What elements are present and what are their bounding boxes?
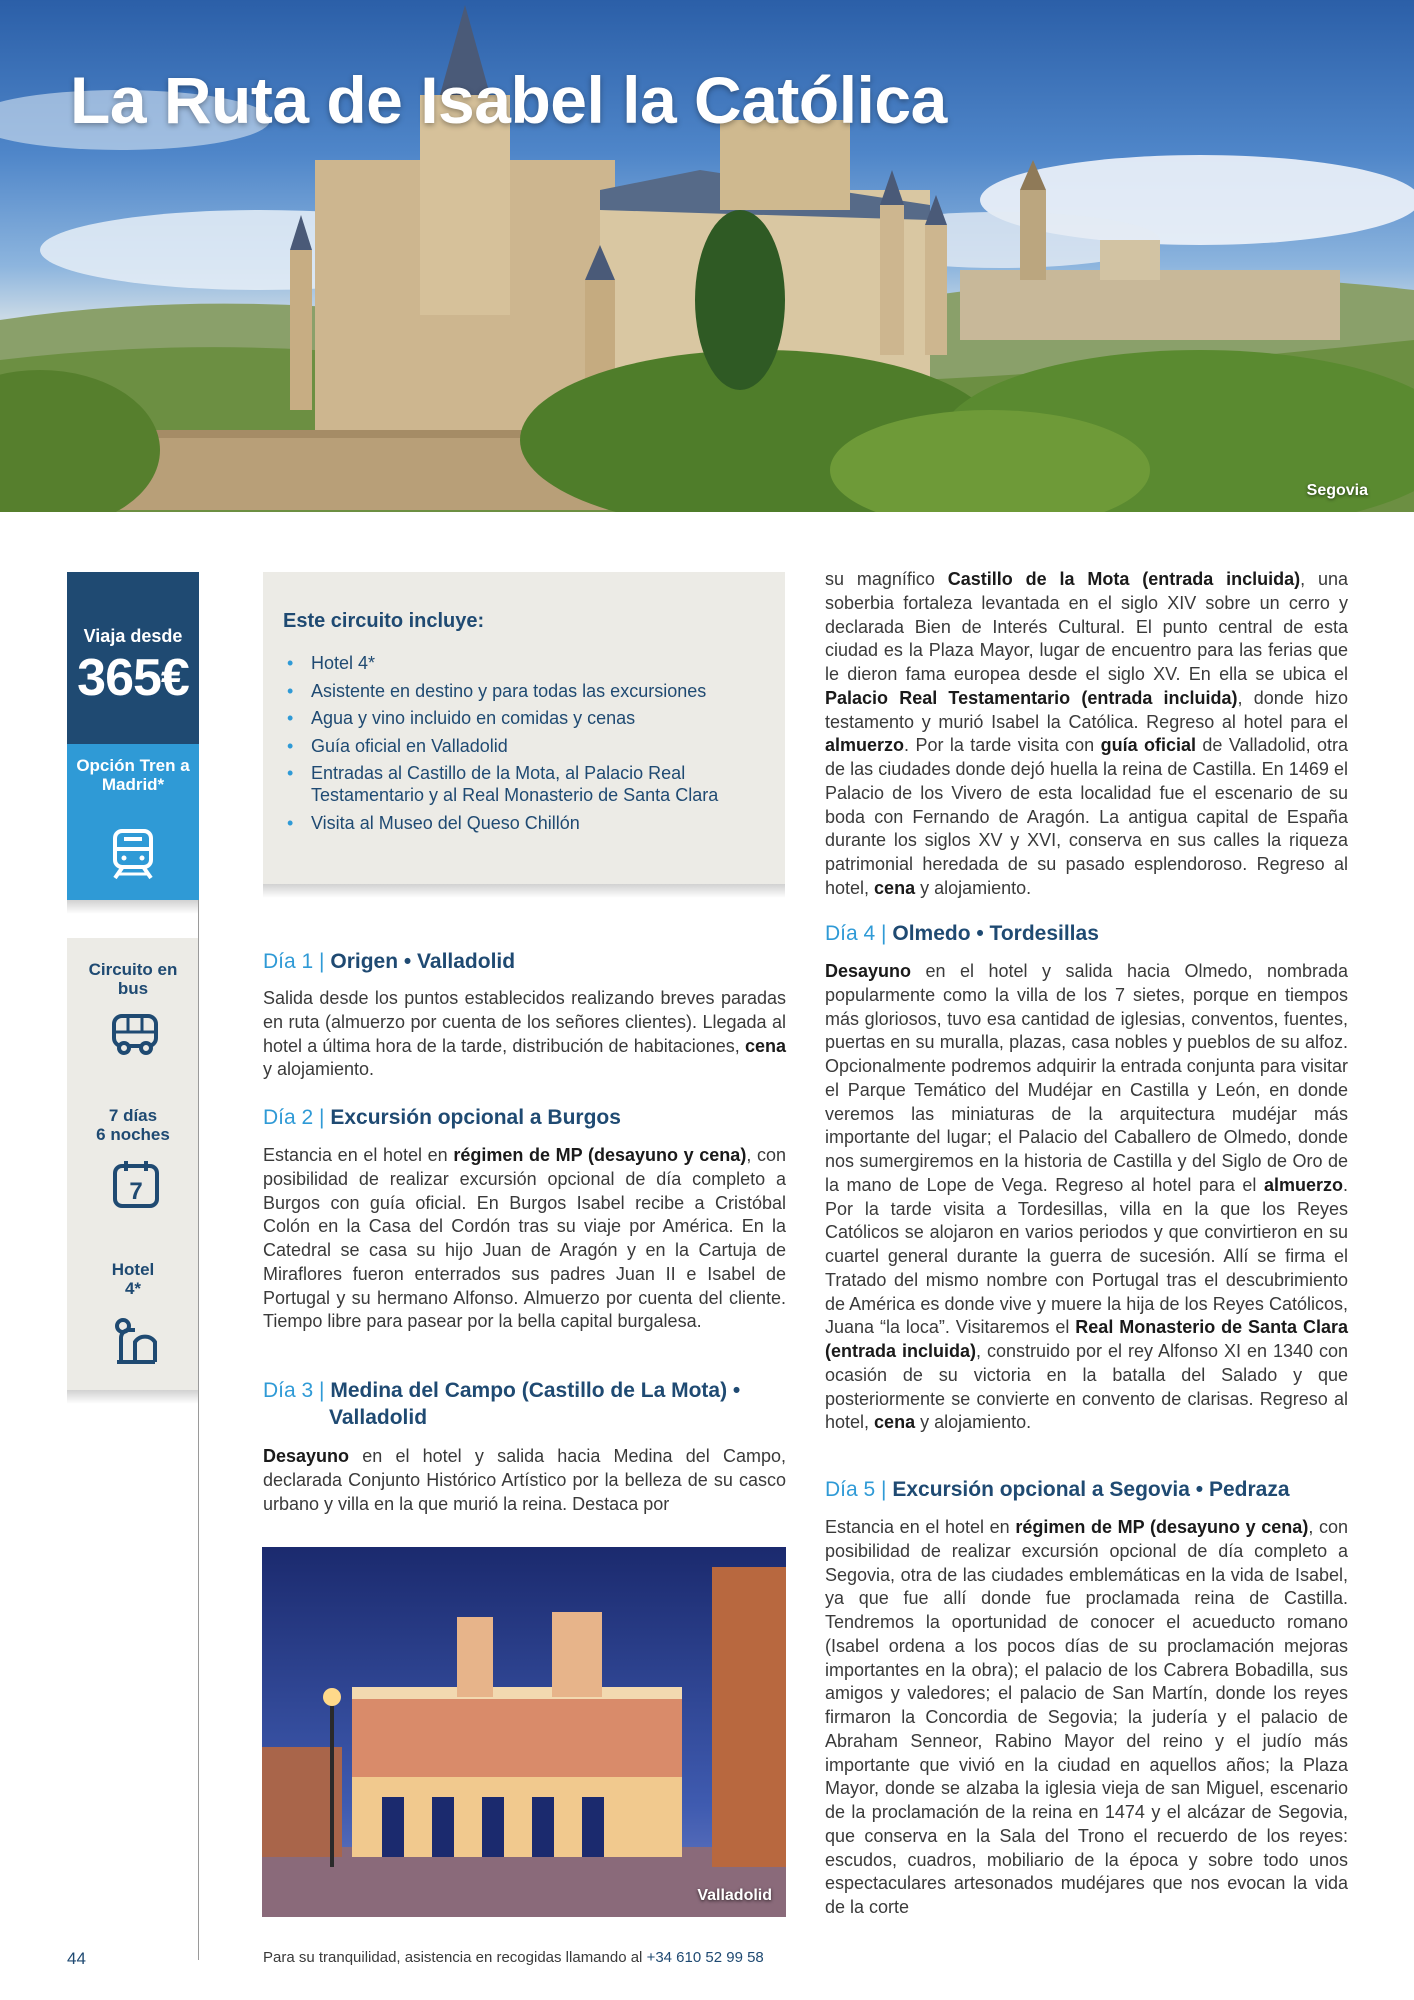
day-separator: | <box>881 922 887 945</box>
includes-item: • Agua y vino incluido en comidas y cenas <box>283 707 773 729</box>
day-title: Olmedo • Tordesillas <box>892 922 1099 945</box>
includes-item: • Guía oficial en Valladolid <box>283 735 773 757</box>
bus-label-text: Circuito en bus <box>88 960 178 998</box>
day-5-heading <box>825 1476 1348 1503</box>
text-run: y alojamiento. <box>915 877 1032 898</box>
day-2-description <box>263 1144 786 1334</box>
text-bold: cena <box>874 1412 916 1433</box>
text-run: , con posibilidad de realizar excursión opcional de día completo a Segovia, otra de las ciudades emblemáticas en la vida de Isabel, ya que fue allí donde fue proclamada reina de Castilla. Tendremos la oportunidad de conocer el acueducto romano (Isabel ordena a los pocos días de su proclamación mejoras importantes en la obra); el palacio de los Cabrera Bobadilla, sus amigos y valedores; el palacio de San Martín, donde los reyes firmaron la Concordia de Segovia; la judería y el palacio de Abraham Senneor, Rabino Mayor del reino y el judío más importante que vivió en la ciudad en aquellos años; la Plaza Mayor, donde se alzaba la iglesia vieja de san Miguel, escenario de la proclamación de la reina en 1474 y el alcázar de Segovia, que conserva en la Sala del Trono el recuerdo de los reyes: escudos, cuadros, mobiliario de la época y sobre todo unos espectaculares artesonados mudéjares que nos evocan la vida de la corte <box>825 1517 1348 1917</box>
day-5-description <box>825 1516 1348 1920</box>
page-title: La Ruta de Isabel la Católica <box>70 63 947 137</box>
day-number: Día 3 <box>263 1379 314 1402</box>
text-run: y alojamiento. <box>915 1412 1032 1433</box>
trip-info-panel <box>67 938 199 1390</box>
day-number: Día 2 <box>263 1106 314 1129</box>
assistance-note <box>263 1949 764 1966</box>
text-run: en el hotel y salida hacia Olmedo, nombrada popularmente como la villa de los 7 sietes, porque en tiempos más gloriosos, tuvo esa cantidad de iglesias, conventos, fuentes, puertas en su muralla, plazas, casa nobles y pueblos de su alfoz. Opcionalmente podremos adquirir la entrada conjunta para visitar el Parque Temático del Mudéjar en Castilla y León, en donde veremos las miniaturas de la arquitectura mudéjar más importante del lugar; el Palacio del Caballero de Olmedo, donde nos sumergiremos en la historia de Castilla y del Siglo de Oro de la mano de Lope de Vega. Regreso al hotel para el <box>825 961 1348 1195</box>
day-3-description <box>263 1445 786 1516</box>
price-value: 365€ <box>77 649 189 707</box>
text-bold: Desayuno <box>825 961 912 981</box>
text-bold: régimen de MP (desayuno y cena) <box>453 1145 747 1165</box>
day-title-continued: Valladolid <box>329 1406 428 1429</box>
day-number: Día 5 <box>825 1478 876 1501</box>
valladolid-photo <box>262 1547 786 1917</box>
includes-panel-shadow <box>263 884 785 898</box>
day-3-description-continued <box>825 568 1348 901</box>
text-run: , donde hizo testamento y murió Isabel la Católica. Regreso al hotel para el <box>825 687 1348 732</box>
day-number: Día 4 <box>825 922 876 945</box>
bus-icon <box>111 1012 159 1056</box>
text-run: Estancia en el hotel en <box>825 1517 1016 1537</box>
days-count: 7 días <box>108 1106 158 1125</box>
info-panel-shadow <box>67 1390 199 1404</box>
text-bold: Desayuno <box>263 1446 350 1466</box>
day-title: Excursión opcional a Burgos <box>330 1106 621 1129</box>
day-separator: | <box>881 1478 887 1501</box>
text-run: Estancia en el hotel en <box>263 1145 454 1165</box>
calendar-day-number: 7 <box>129 1178 143 1205</box>
day-title: Excursión opcional a Segovia • Pedraza <box>892 1478 1290 1501</box>
day-1-heading <box>263 948 786 975</box>
page-number: 44 <box>67 1949 86 1968</box>
nights-count: 6 noches <box>96 1125 170 1144</box>
text-run: su magnífico <box>825 569 948 589</box>
includes-panel <box>263 572 785 884</box>
text-bold: cena <box>874 877 916 898</box>
hotel-label <box>73 1260 193 1298</box>
assistance-text: Para su tranquilidad, asistencia en recogidas llamando al <box>263 1949 647 1966</box>
day-1-description <box>263 987 786 1082</box>
calendar-icon <box>111 1158 161 1210</box>
hotel-stars: 4* <box>124 1279 142 1298</box>
duration-label <box>73 1106 193 1144</box>
includes-item: • Asistente en destino y para todas las excursiones <box>283 680 773 702</box>
text-run: y alojamiento. <box>263 1059 375 1080</box>
assistance-phone: +34 610 52 99 58 <box>646 1949 764 1966</box>
day-separator: | <box>319 1106 325 1129</box>
text-bold: almuerzo <box>1263 1174 1343 1195</box>
hotel-bellhop-icon <box>111 1316 159 1366</box>
text-bold: almuerzo <box>825 735 905 756</box>
text-bold: guía oficial <box>1100 735 1197 756</box>
hero-photo-caption: Segovia <box>1306 482 1368 499</box>
hero-banner <box>0 0 1414 512</box>
train-panel-shadow <box>67 900 199 914</box>
text-bold: Palacio Real Testamentario (entrada incluida) <box>825 687 1238 708</box>
train-option-panel <box>67 744 199 900</box>
price-label: Viaja desde <box>83 626 183 646</box>
text-run: en el hotel y salida hacia Medina del Campo, declarada Conjunto Histórico Artístico por la belleza de su casco urbano y villa en la que murió la reina. Destaca por <box>263 1446 786 1514</box>
text-run: . Por la tarde visita a Tordesillas, villa en la que los Reyes Católicos se alojaron en varios periodos y que convirtieron en su cuartel general durante la guerra de sucesión. Allí se firma el Tratado del mismo nombre con Portugal tras el descubrimiento de América es donde vive y muere la hija de los Reyes Católicos, Juana “la loca”. Visitaremos el <box>825 1174 1348 1338</box>
day-separator: | <box>319 1379 325 1402</box>
text-run: . Por la tarde visita con <box>904 735 1101 756</box>
train-icon <box>110 828 156 880</box>
text-run: Salida desde los puntos establecidos realizando breves paradas en ruta (almuerzo por cuenta de los señores clientes). Llegada al hotel a última hora de la tarde, distribución de habitaciones, <box>263 988 786 1056</box>
day-separator: | <box>319 950 325 973</box>
hotel-label-text: Hotel <box>111 1260 155 1279</box>
day-title: Medina del Campo (Castillo de La Mota) • <box>330 1379 741 1402</box>
text-run: de Valladolid, otra de las ciudades donde dejó huella la reina de Castilla. En 1469 el Palacio de los Vivero de esta localidad fue el escenario de su boda con Fernando de Aragón. La antigua capital de España durante los siglos XV y XVI, conserva en sus calles la riqueza patrimonial heredada de su pasado esplendoroso. Regreso al hotel, <box>825 735 1349 898</box>
text-bold: Real Monasterio de Santa Clara (entrada incluida) <box>825 1317 1348 1361</box>
day-4-description <box>825 960 1348 1435</box>
train-option-label: Opción Tren a Madrid* <box>76 756 190 794</box>
includes-item: • Entradas al Castillo de la Mota, al Palacio Real Testamentario y al Real Monasterio de Santa Clara <box>283 762 773 806</box>
day-2-heading <box>263 1104 786 1131</box>
day-title: Origen • Valladolid <box>330 950 516 973</box>
bus-label <box>73 960 193 998</box>
text-bold: Castillo de la Mota (entrada incluida) <box>947 569 1301 589</box>
valladolid-city-hall-illustration <box>262 1547 786 1917</box>
price-panel <box>67 572 199 744</box>
day-3-heading <box>263 1377 786 1431</box>
text-run: , con posibilidad de realizar excursión opcional de día completo a Burgos con guía oficial. En Burgos Isabel recibe a Cristóbal Colón en la Casa del Cordón tras su viaje por América. En la Catedral se casa su hijo Juan de Aragón y en la Cartuja de Miraflores fueron enterrados sus padres Juan II e Isabel de Portugal y su hermano Alfonso. Almuerzo por cuenta del cliente. Tiempo libre para pasear por la bella capital burgalesa. <box>263 1145 786 1332</box>
includes-item: • Visita al Museo del Queso Chillón <box>283 812 773 834</box>
day-4-heading <box>825 920 1348 947</box>
text-bold: cena <box>744 1035 786 1056</box>
sidebar-divider <box>198 900 199 1960</box>
text-bold: régimen de MP (desayuno y cena) <box>1015 1517 1309 1537</box>
day-number: Día 1 <box>263 950 314 973</box>
text-run: , una soberbia fortaleza levantada en el siglo XIV sobre un cerro y declarada Bien de Interés Cultural. El punto central de esta ciudad es la Plaza Mayor, lugar de encuentro para las ferias que le dieron fama europea desde el siglo XV. En ella se ubica el <box>825 569 1348 684</box>
photo-caption: Valladolid <box>697 1887 772 1904</box>
text-run: , construido por el rey Alfonso XI en 1340 con ocasión de su victoria en la batalla del Salado y que posteriormente se convierte en convento de clarisas. Regreso al hotel, <box>825 1341 1348 1433</box>
includes-list <box>283 652 773 839</box>
includes-item: • Hotel 4* <box>283 652 773 674</box>
includes-title: Este circuito incluye: <box>283 610 485 632</box>
